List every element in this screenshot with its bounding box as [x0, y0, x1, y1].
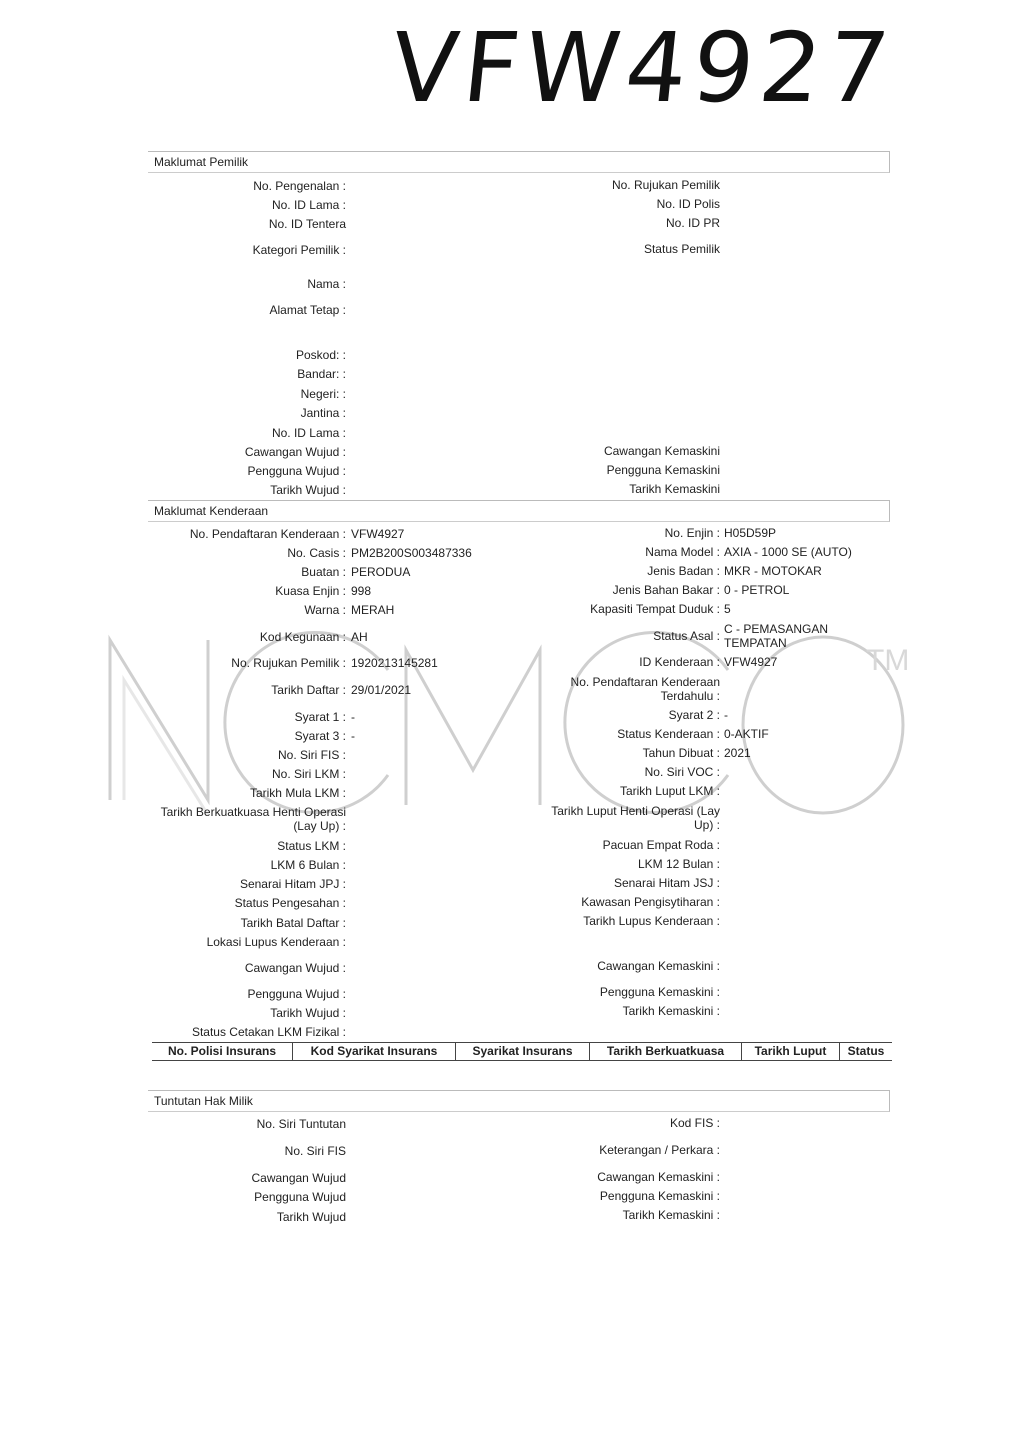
vehicle-value-chassis: PM2B200S003487336 — [351, 546, 472, 560]
claim-label-updated-branch: Cawangan Kemaskini : — [597, 1170, 720, 1184]
claim-label-updated-date: Tarikh Kemaskini : — [622, 1208, 720, 1222]
vehicle-label-reg-no: No. Pendaftaran Kenderaan : — [189, 527, 346, 541]
claim-label-description: Keterangan / Perkara : — [599, 1143, 720, 1157]
claim-label-created-user: Pengguna Wujud — [254, 1190, 346, 1204]
claim-label-created-date: Tarikh Wujud — [276, 1210, 346, 1224]
vehicle-label-vehicle-status: Status Kenderaan : — [617, 727, 720, 741]
vehicle-value-vehicle-id: VFW4927 — [724, 655, 778, 669]
insurance-table-header — [152, 1042, 892, 1061]
owner-label-postcode: Poskod: : — [295, 348, 346, 362]
claim-label-claim-serial: No. Siri Tuntutan — [256, 1117, 346, 1131]
vehicle-label-blacklist-jpj: Senarai Hitam JPJ : — [239, 877, 346, 891]
section-owner-title: Maklumat Pemilik — [154, 155, 249, 169]
vehicle-value-engine-no: H05D59P — [724, 526, 777, 540]
vehicle-label-usage-code: Kod Kegunaan : — [259, 630, 346, 644]
vehicle-label-declaration-area: Kawasan Pengisytiharan : — [581, 895, 720, 909]
section-claim-header — [148, 1090, 890, 1112]
owner-label-updated-branch: Cawangan Kemaskini — [603, 444, 720, 458]
vehicle-label-lkm-status: Status LKM : — [277, 839, 346, 853]
vehicle-label-condition-3: Syarat 3 : — [294, 729, 346, 743]
vehicle-value-usage-code: AH — [351, 630, 368, 644]
vehicle-label-lkm-expiry: Tarikh Luput LKM : — [619, 784, 720, 798]
vehicle-label-updated-date: Tarikh Kemaskini : — [622, 1004, 720, 1018]
insurance-col-company: Syarikat Insurans — [456, 1043, 590, 1060]
section-vehicle-title: Maklumat Kenderaan — [154, 504, 269, 518]
owner-label-address: Alamat Tetap : — [269, 303, 346, 317]
owner-label-army-id: No. ID Tentera — [268, 217, 346, 231]
vehicle-label-disposal-date: Tarikh Lupus Kenderaan : — [583, 914, 720, 928]
vehicle-label-dereg-date: Tarikh Batal Daftar : — [240, 916, 346, 930]
owner-label-owner-ref: No. Rujukan Pemilik — [611, 178, 720, 192]
owner-label-state: Negeri: : — [300, 387, 346, 401]
claim-label-fis-code: Kod FIS : — [669, 1116, 720, 1130]
vehicle-label-condition-2: Syarat 2 : — [668, 708, 720, 722]
claim-label-created-branch: Cawangan Wujud — [251, 1171, 346, 1185]
vehicle-label-disposal-location: Lokasi Lupus Kenderaan : — [206, 935, 346, 949]
vehicle-label-condition-1: Syarat 1 : — [294, 710, 346, 724]
vehicle-label-year-made: Tahun Dibuat : — [642, 746, 720, 760]
owner-label-police-id: No. ID Polis — [656, 197, 720, 211]
vehicle-label-voc-serial: No. Siri VOC : — [644, 765, 720, 779]
insurance-col-policy-no: No. Polisi Insurans — [152, 1043, 293, 1060]
owner-label-id: No. Pengenalan : — [253, 179, 346, 193]
vehicle-label-lkm-6m: LKM 6 Bulan : — [270, 858, 346, 872]
vehicle-label-origin-status: Status Asal : — [653, 629, 720, 643]
vehicle-label-owner-ref: No. Rujukan Pemilik : — [231, 656, 346, 670]
vehicle-value-origin-status: C - PEMASANGAN TEMPATAN — [724, 622, 829, 650]
owner-label-gender: Jantina : — [300, 406, 346, 420]
vehicle-value-reg-no: VFW4927 — [351, 527, 405, 541]
vehicle-value-make: PERODUA — [351, 565, 411, 579]
vehicle-label-make: Buatan : — [301, 565, 346, 579]
vehicle-value-owner-ref: 1920213145281 — [351, 656, 438, 670]
vehicle-value-model: AXIA - 1000 SE (AUTO) — [724, 545, 852, 559]
vehicle-label-lkm-start: Tarikh Mula LKM : — [249, 786, 346, 800]
vehicle-label-engine-cc: Kuasa Enjin : — [275, 584, 346, 598]
handwritten-plate-number: VFW4927 — [386, 12, 901, 124]
vehicle-label-layup-expiry: Tarikh Luput Henti Operasi (Lay Up) : — [551, 804, 720, 832]
vehicle-value-fuel-type: 0 - PETROL — [724, 583, 790, 597]
owner-label-owner-status: Status Pemilik — [643, 242, 720, 256]
insurance-col-effective-date: Tarikh Berkuatkuasa — [590, 1043, 742, 1060]
section-vehicle-header — [148, 500, 890, 522]
vehicle-label-updated-branch: Cawangan Kemaskini : — [597, 959, 720, 973]
vehicle-value-reg-date: 29/01/2021 — [351, 683, 412, 697]
watermark-tm: TM — [866, 644, 910, 677]
vehicle-label-body-type: Jenis Badan : — [647, 564, 720, 578]
insurance-col-company-code: Kod Syarikat Insurans — [293, 1043, 456, 1060]
vehicle-value-vehicle-status: 0-AKTIF — [724, 727, 769, 741]
owner-label-old-id-2: No. ID Lama : — [271, 426, 346, 440]
vehicle-label-previous-reg: No. Pendaftaran Kenderaan Terdahulu : — [570, 675, 720, 703]
vehicle-label-color: Warna : — [304, 603, 346, 617]
claim-label-updated-user: Pengguna Kemaskini : — [599, 1189, 720, 1203]
insurance-col-status: Status — [847, 1044, 885, 1058]
owner-label-updated-date: Tarikh Kemaskini — [629, 482, 720, 496]
vehicle-label-created-user: Pengguna Wujud : — [247, 987, 346, 1001]
vehicle-label-chassis: No. Casis : — [287, 546, 346, 560]
vehicle-label-created-date: Tarikh Wujud : — [270, 1006, 346, 1020]
vehicle-label-4wd: Pacuan Empat Roda : — [602, 838, 720, 852]
vehicle-value-seating: 5 — [724, 602, 731, 616]
owner-label-category: Kategori Pemilik : — [252, 243, 346, 257]
owner-label-created-branch: Cawangan Wujud : — [244, 445, 346, 459]
owner-label-created-date: Tarikh Wujud : — [270, 483, 346, 497]
vehicle-value-engine-cc: 998 — [351, 584, 372, 598]
vehicle-label-layup-start: Tarikh Berkuatkuasa Henti Operasi (Lay Up) : — [160, 805, 346, 833]
owner-label-created-user: Pengguna Wujud : — [247, 464, 346, 478]
vehicle-value-year-made: 2021 — [724, 746, 751, 760]
vehicle-label-blacklist-jsj: Senarai Hitam JSJ : — [613, 876, 720, 890]
vehicle-label-engine-no: No. Enjin : — [664, 526, 720, 540]
section-owner-header — [148, 151, 890, 173]
vehicle-value-condition-3: - — [351, 729, 355, 743]
vehicle-value-color: MERAH — [351, 603, 395, 617]
owner-label-name: Nama : — [307, 277, 346, 291]
vehicle-label-vehicle-id: ID Kenderaan : — [639, 655, 720, 669]
owner-label-city: Bandar: : — [297, 367, 346, 381]
vehicle-label-fis-serial: No. Siri FIS : — [277, 748, 346, 762]
vehicle-value-condition-2: - — [724, 708, 728, 722]
vehicle-label-lkm-12m: LKM 12 Bulan : — [637, 857, 720, 871]
vehicle-label-updated-user: Pengguna Kemaskini : — [599, 985, 720, 999]
vehicle-label-lkm-print-status: Status Cetakan LKM Fizikal : — [191, 1025, 346, 1039]
insurance-col-expiry-date: Tarikh Luput — [742, 1043, 840, 1060]
vehicle-label-reg-date: Tarikh Daftar : — [271, 683, 346, 697]
vehicle-label-fuel-type: Jenis Bahan Bakar : — [612, 583, 720, 597]
vehicle-label-created-branch: Cawangan Wujud : — [244, 961, 346, 975]
vehicle-value-body-type: MKR - MOTOKAR — [724, 564, 822, 578]
vehicle-label-verification-status: Status Pengesahan : — [234, 896, 346, 910]
claim-label-fis-serial: No. Siri FIS — [284, 1144, 346, 1158]
vehicle-label-lkm-serial: No. Siri LKM : — [271, 767, 346, 781]
owner-label-old-id: No. ID Lama : — [271, 198, 346, 212]
owner-label-pr-id: No. ID PR — [665, 216, 720, 230]
vehicle-label-model: Nama Model : — [645, 545, 720, 559]
vehicle-label-seating: Kapasiti Tempat Duduk : — [590, 602, 720, 616]
section-claim-title: Tuntutan Hak Milik — [154, 1094, 253, 1108]
vehicle-value-condition-1: - — [351, 710, 355, 724]
owner-label-updated-user: Pengguna Kemaskini — [606, 463, 720, 477]
